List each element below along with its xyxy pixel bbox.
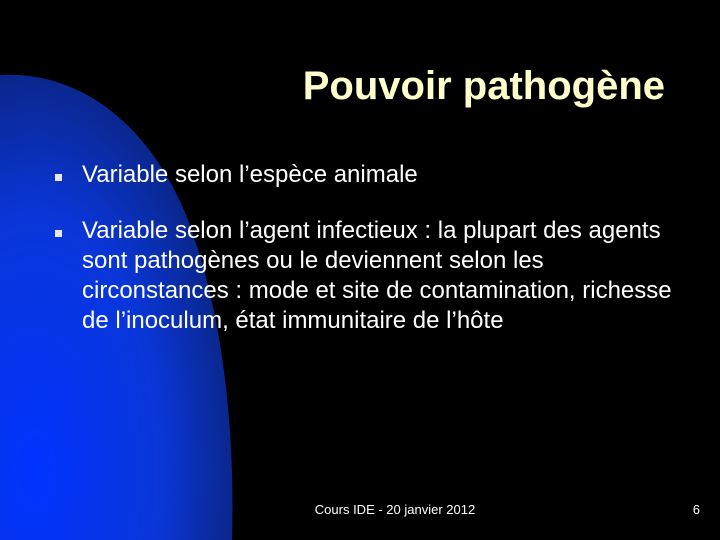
- bullet-list: [50, 160, 680, 362]
- square-bullet-icon: [55, 230, 62, 237]
- slide-title: Pouvoir pathogène: [302, 64, 665, 108]
- bullet-text: Variable selon l’agent infectieux : la plupart des agents sont pathogènes ou le deviennent selon les circonstances : mode et site de contamination, richesse de l’inoculum, état immunitaire de l’hôte: [82, 217, 672, 334]
- bullet-item: [50, 216, 680, 336]
- page-number: 6: [692, 502, 700, 517]
- square-bullet-icon: [55, 174, 62, 181]
- slide-footer: Cours IDE - 20 janvier 2012: [314, 502, 476, 517]
- bullet-text: Variable selon l’espèce animale: [82, 161, 418, 188]
- bullet-item: [50, 160, 680, 190]
